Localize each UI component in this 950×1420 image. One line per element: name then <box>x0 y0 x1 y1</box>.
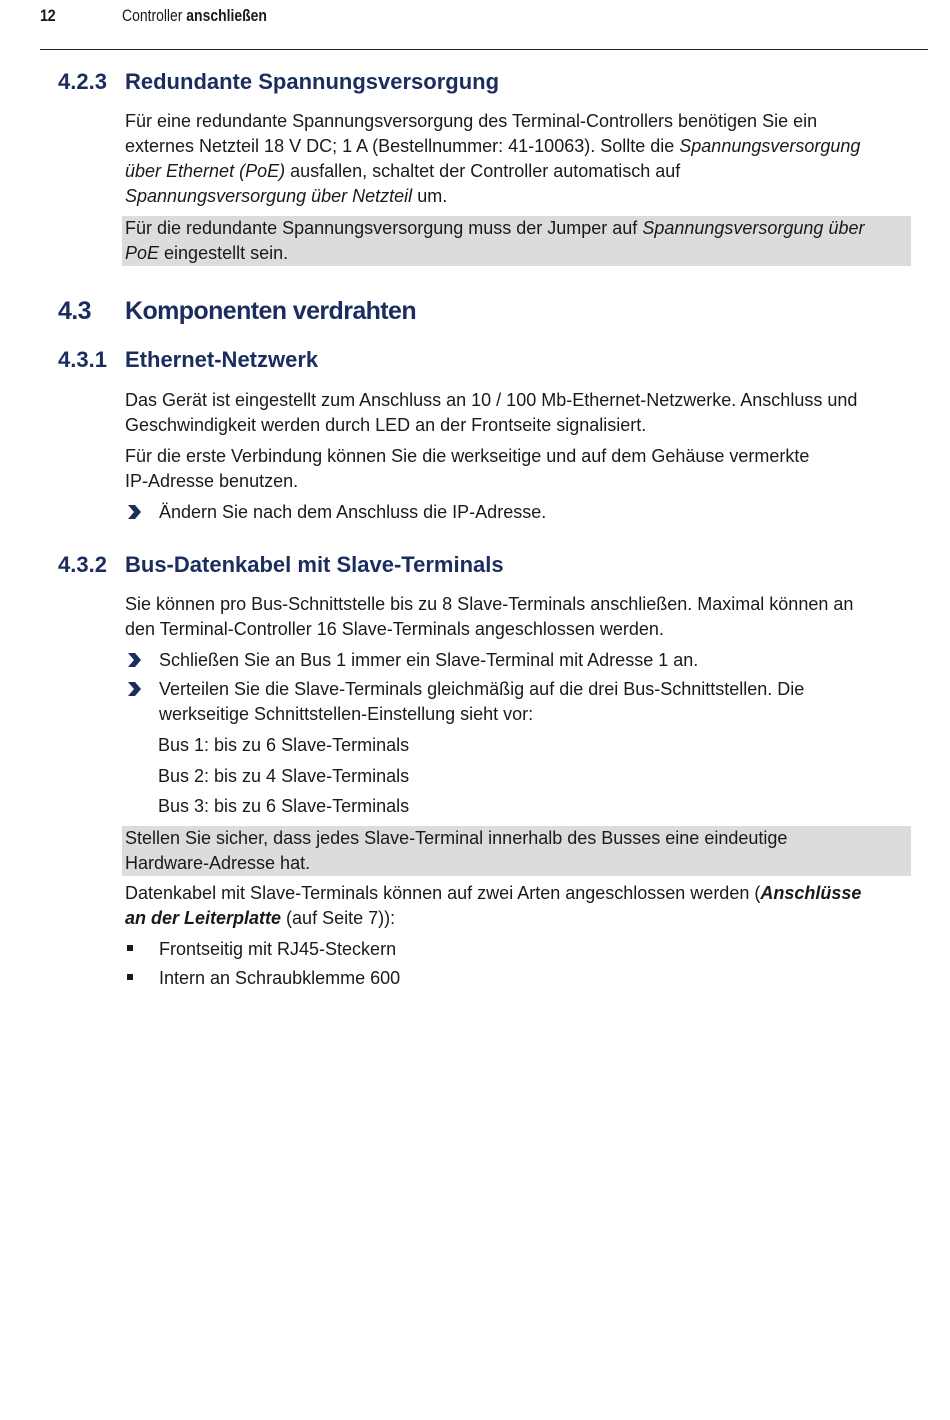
italic-term: über Ethernet (PoE) <box>125 161 286 181</box>
text-run: Datenkabel mit Slave-Terminals können auf zwei Arten angeschlossen werden ( <box>125 883 761 903</box>
text-line: Sie können pro Bus-Schnittstelle bis zu 8 Slave-Terminals anschließen. Maximal können an <box>125 594 854 614</box>
text-line: Verteilen Sie die Slave-Terminals gleichmäßig auf die drei Bus-Schnittstellen. Die <box>159 679 805 699</box>
page-header <box>40 4 928 32</box>
text-line <box>125 159 915 184</box>
text-run: Für die redundante Spannungsversorgung muss der Jumper auf <box>125 218 643 238</box>
step-item: Ändern Sie nach dem Anschluss die IP-Adresse. <box>159 502 547 522</box>
heading-number: 4.2.3 <box>58 69 107 94</box>
text-line: Für eine redundante Spannungsversorgung des Terminal-Controllers benötigen Sie ein <box>125 111 818 131</box>
paragraph <box>125 881 915 931</box>
text-run: externes Netzteil 18 V DC; 1 A (Bestellnummer: 41-10063). Sollte die <box>125 136 680 156</box>
text-line: Stellen Sie sicher, dass jedes Slave-Terminal innerhalb des Busses eine eindeutige <box>125 828 788 848</box>
heading-number: 4.3 <box>58 297 91 325</box>
chevron-right-icon <box>126 652 142 668</box>
running-title-normal: Controller <box>122 6 187 25</box>
text-line: werkseitige Schnittstellen-Einstellung sieht vor: <box>159 704 534 724</box>
running-title-bold: anschließen <box>186 6 267 25</box>
text-line <box>125 184 915 209</box>
italic-term: Spannungsversorgung über <box>642 218 865 238</box>
cross-reference-link[interactable]: an der Leiterplatte <box>125 908 282 928</box>
square-bullet-icon <box>127 945 133 951</box>
square-bullet-icon <box>127 974 133 980</box>
bus-1-line: Bus 1: bis zu 6 Slave-Terminals <box>158 735 410 755</box>
italic-term: Spannungsversorgung über Netzteil <box>125 186 413 206</box>
text-line: Für die erste Verbindung können Sie die werkseitige und auf dem Gehäuse vermerkte <box>125 446 810 466</box>
text-line: den Terminal-Controller 16 Slave-Terminals angeschlossen werden. <box>125 619 664 639</box>
text-line <box>125 906 915 931</box>
paragraph <box>125 109 915 209</box>
bus-3-line: Bus 3: bis zu 6 Slave-Terminals <box>158 796 410 816</box>
list-item: Frontseitig mit RJ45-Steckern <box>159 939 397 959</box>
heading-number: 4.3.1 <box>58 347 107 372</box>
text-run: ausfallen, schaltet der Controller automatisch auf <box>285 161 681 181</box>
text-line: IP-Adresse benutzen. <box>125 471 299 491</box>
text-line <box>125 241 911 266</box>
paragraph <box>125 444 915 494</box>
text-run: (auf Seite 7)): <box>281 908 396 928</box>
text-line: Geschwindigkeit werden durch LED an der Frontseite signalisiert. <box>125 415 647 435</box>
heading-title: Redundante Spannungsversorgung <box>125 69 500 94</box>
text-line: Das Gerät ist eingestellt zum Anschluss an 10 / 100 Mb-Ethernet-Netzwerke. Anschluss und <box>125 390 858 410</box>
note-box <box>122 826 911 876</box>
heading-title: Komponenten verdrahten <box>125 297 416 325</box>
header-rule <box>40 49 928 50</box>
heading-title: Bus-Datenkabel mit Slave-Terminals <box>125 552 504 577</box>
step-item: Schließen Sie an Bus 1 immer ein Slave-Terminal mit Adresse 1 an. <box>159 650 699 670</box>
chevron-right-icon <box>126 504 142 520</box>
text-line <box>125 134 915 159</box>
list-item: Intern an Schraubklemme 600 <box>159 968 401 988</box>
heading-title: Ethernet-Netzwerk <box>125 347 319 372</box>
text-run: um. <box>412 186 448 206</box>
chevron-right-icon <box>126 681 142 697</box>
cross-reference-link[interactable]: Anschlüsse <box>760 883 862 903</box>
step-item <box>159 677 804 727</box>
note-box <box>122 216 911 266</box>
text-line <box>125 881 915 906</box>
bus-2-line: Bus 2: bis zu 4 Slave-Terminals <box>158 766 410 786</box>
paragraph <box>125 592 915 642</box>
text-line: Hardware-Adresse hat. <box>125 853 311 873</box>
text-line <box>125 216 911 241</box>
heading-number: 4.3.2 <box>58 552 107 577</box>
running-title <box>122 4 267 28</box>
italic-term: Spannungsversorgung <box>679 136 861 156</box>
italic-term: PoE <box>125 243 160 263</box>
paragraph <box>125 388 915 438</box>
page-number: 12 <box>40 6 56 25</box>
text-run: eingestellt sein. <box>159 243 289 263</box>
